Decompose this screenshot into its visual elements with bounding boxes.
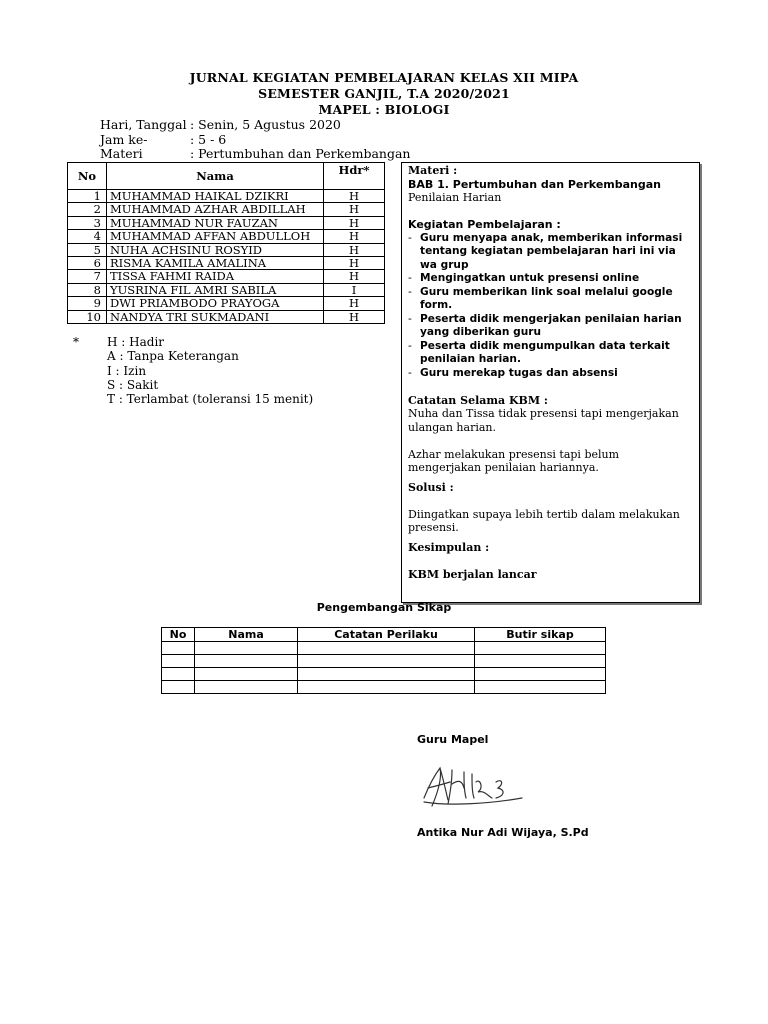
legend-item-terlambat: T : Terlambat (toleransi 15 menit) — [107, 392, 314, 407]
sikap-col-name: Nama — [195, 628, 298, 642]
sikap-row — [162, 655, 606, 668]
sikap-cell — [162, 655, 195, 668]
legend-item-tanpa-keterangan: A : Tanpa Keterangan — [107, 349, 239, 364]
sikap-title: Pengembangan Sikap — [316, 601, 452, 614]
sikap-cell — [475, 655, 606, 668]
attendance-row — [68, 190, 385, 203]
student-attendance-status: H — [324, 203, 385, 216]
student-number: 3 — [68, 216, 107, 229]
kegiatan-item: - Peserta didik mengumpulkan data terkait penilaian harian. — [408, 340, 693, 367]
student-number: 10 — [68, 310, 107, 323]
attendance-row — [68, 283, 385, 296]
student-attendance-status: H — [324, 297, 385, 310]
student-number: 1 — [68, 190, 107, 203]
student-number: 2 — [68, 203, 107, 216]
info-label-hour: Jam ke- — [100, 132, 148, 147]
attendance-row — [68, 230, 385, 243]
sikap-row — [162, 668, 606, 681]
col-header-hdr: Hdr* — [324, 163, 385, 190]
sikap-cell — [475, 642, 606, 655]
student-name: MUHAMMAD HAIKAL DZIKRI — [107, 190, 324, 203]
sikap-cell — [195, 681, 298, 694]
materi-title: BAB 1. Pertumbuhan dan Perkembangan — [408, 177, 661, 191]
document-subtitle-mapel: MAPEL : BIOLOGI — [318, 102, 450, 117]
sikap-cell — [298, 681, 475, 694]
legend-item-izin: I : Izin — [107, 363, 147, 378]
sikap-cell — [195, 642, 298, 655]
info-value-hour: : 5 - 6 — [190, 132, 227, 147]
signature-name: Antika Nur Adi Wijaya, S.Pd — [417, 826, 589, 839]
student-number: 6 — [68, 257, 107, 270]
sikap-table — [161, 627, 606, 694]
student-number: 9 — [68, 297, 107, 310]
student-attendance-status: I — [324, 283, 385, 296]
kegiatan-item: - Guru memberikan link soal melalui google form. — [408, 286, 693, 313]
student-name: MUHAMMAD AFFAN ABDULLOH — [107, 230, 324, 243]
student-name: MUHAMMAD NUR FAUZAN — [107, 216, 324, 229]
student-name: YUSRINA FIL AMRI SABILA — [107, 283, 324, 296]
kegiatan-item: - Guru menyapa anak, memberikan informasi tentang kegiatan pembelajaran hari ini via wa grup — [408, 232, 693, 273]
materi-label: Materi : — [408, 164, 458, 177]
col-header-name: Nama — [107, 163, 324, 190]
kegiatan-item: - Mengingatkan untuk presensi online — [408, 272, 693, 286]
student-name: MUHAMMAD AZHAR ABDILLAH — [107, 203, 324, 216]
legend-star: * — [73, 335, 79, 349]
lesson-notes-box — [401, 162, 700, 603]
signature-image — [418, 758, 530, 814]
solusi-label: Solusi : — [408, 480, 454, 494]
student-attendance-status: H — [324, 310, 385, 323]
student-attendance-status: H — [324, 190, 385, 203]
legend-item-sakit: S : Sakit — [107, 377, 159, 392]
legend-list — [107, 335, 313, 406]
student-number: 7 — [68, 270, 107, 283]
materi-sub: Penilaian Harian — [408, 191, 502, 204]
sikap-cell — [298, 655, 475, 668]
sikap-header-row — [162, 628, 606, 642]
student-name: DWI PRIAMBODO PRAYOGA — [107, 297, 324, 310]
student-number: 5 — [68, 243, 107, 256]
sikap-row — [162, 642, 606, 655]
solusi-text: Diingatkan supaya lebih tertib dalam melakukan presensi. — [408, 507, 680, 534]
kegiatan-label: Kegiatan Pembelajaran : — [408, 218, 561, 231]
document-title: JURNAL KEGIATAN PEMBELAJARAN KELAS XII MIPA — [189, 70, 579, 85]
sikap-cell — [195, 655, 298, 668]
info-label-materi: Materi — [100, 146, 143, 161]
student-number: 8 — [68, 283, 107, 296]
student-name: NUHA ACHSINU ROSYID — [107, 243, 324, 256]
signature-label: Guru Mapel — [417, 733, 489, 746]
sikap-cell — [195, 668, 298, 681]
student-attendance-status: H — [324, 216, 385, 229]
student-name: TISSA FAHMI RAIDA — [107, 270, 324, 283]
info-value-date: : Senin, 5 Agustus 2020 — [190, 117, 341, 132]
student-attendance-status: H — [324, 243, 385, 256]
legend-item-hadir: H : Hadir — [107, 335, 165, 349]
attendance-row — [68, 216, 385, 229]
kesimpulan-label: Kesimpulan : — [408, 540, 490, 554]
catatan-label: Catatan Selama KBM : — [408, 393, 548, 407]
attendance-row — [68, 270, 385, 283]
info-label-date: Hari, Tanggal — [100, 117, 187, 132]
attendance-row — [68, 257, 385, 270]
kegiatan-list — [408, 232, 693, 381]
kesimpulan-text: KBM berjalan lancar — [408, 567, 537, 581]
sikap-col-catatan: Catatan Perilaku — [298, 628, 475, 642]
document-subtitle-semester: SEMESTER GANJIL, T.A 2020/2021 — [258, 86, 510, 101]
sikap-cell — [162, 668, 195, 681]
sikap-cell — [475, 668, 606, 681]
student-number: 4 — [68, 230, 107, 243]
sikap-col-butir: Butir sikap — [475, 628, 606, 642]
catatan-text-1: Nuha dan Tissa tidak presensi tapi mengerjakan ulangan harian. — [408, 407, 679, 434]
catatan-text-2: Azhar melakukan presensi tapi belum mengerjakan penilaian hariannya. — [408, 447, 620, 474]
info-value-materi: : Pertumbuhan dan Perkembangan — [190, 146, 411, 161]
sikap-cell — [298, 642, 475, 655]
sikap-cell — [162, 681, 195, 694]
kegiatan-item: - Guru merekap tugas dan absensi — [408, 367, 693, 381]
attendance-row — [68, 310, 385, 323]
col-header-no: No — [68, 163, 107, 190]
attendance-row — [68, 297, 385, 310]
student-attendance-status: H — [324, 270, 385, 283]
attendance-row — [68, 203, 385, 216]
attendance-row — [68, 243, 385, 256]
student-name: NANDYA TRI SUKMADANI — [107, 310, 324, 323]
student-attendance-status: H — [324, 257, 385, 270]
sikap-cell — [298, 668, 475, 681]
sikap-col-no: No — [162, 628, 195, 642]
student-attendance-status: H — [324, 230, 385, 243]
student-name: RISMA KAMILA AMALINA — [107, 257, 324, 270]
attendance-table — [67, 162, 385, 324]
sikap-cell — [162, 642, 195, 655]
kegiatan-item: - Peserta didik mengerjakan penilaian harian yang diberikan guru — [408, 313, 693, 340]
sikap-cell — [475, 681, 606, 694]
attendance-header-row — [68, 163, 385, 190]
sikap-row — [162, 681, 606, 694]
